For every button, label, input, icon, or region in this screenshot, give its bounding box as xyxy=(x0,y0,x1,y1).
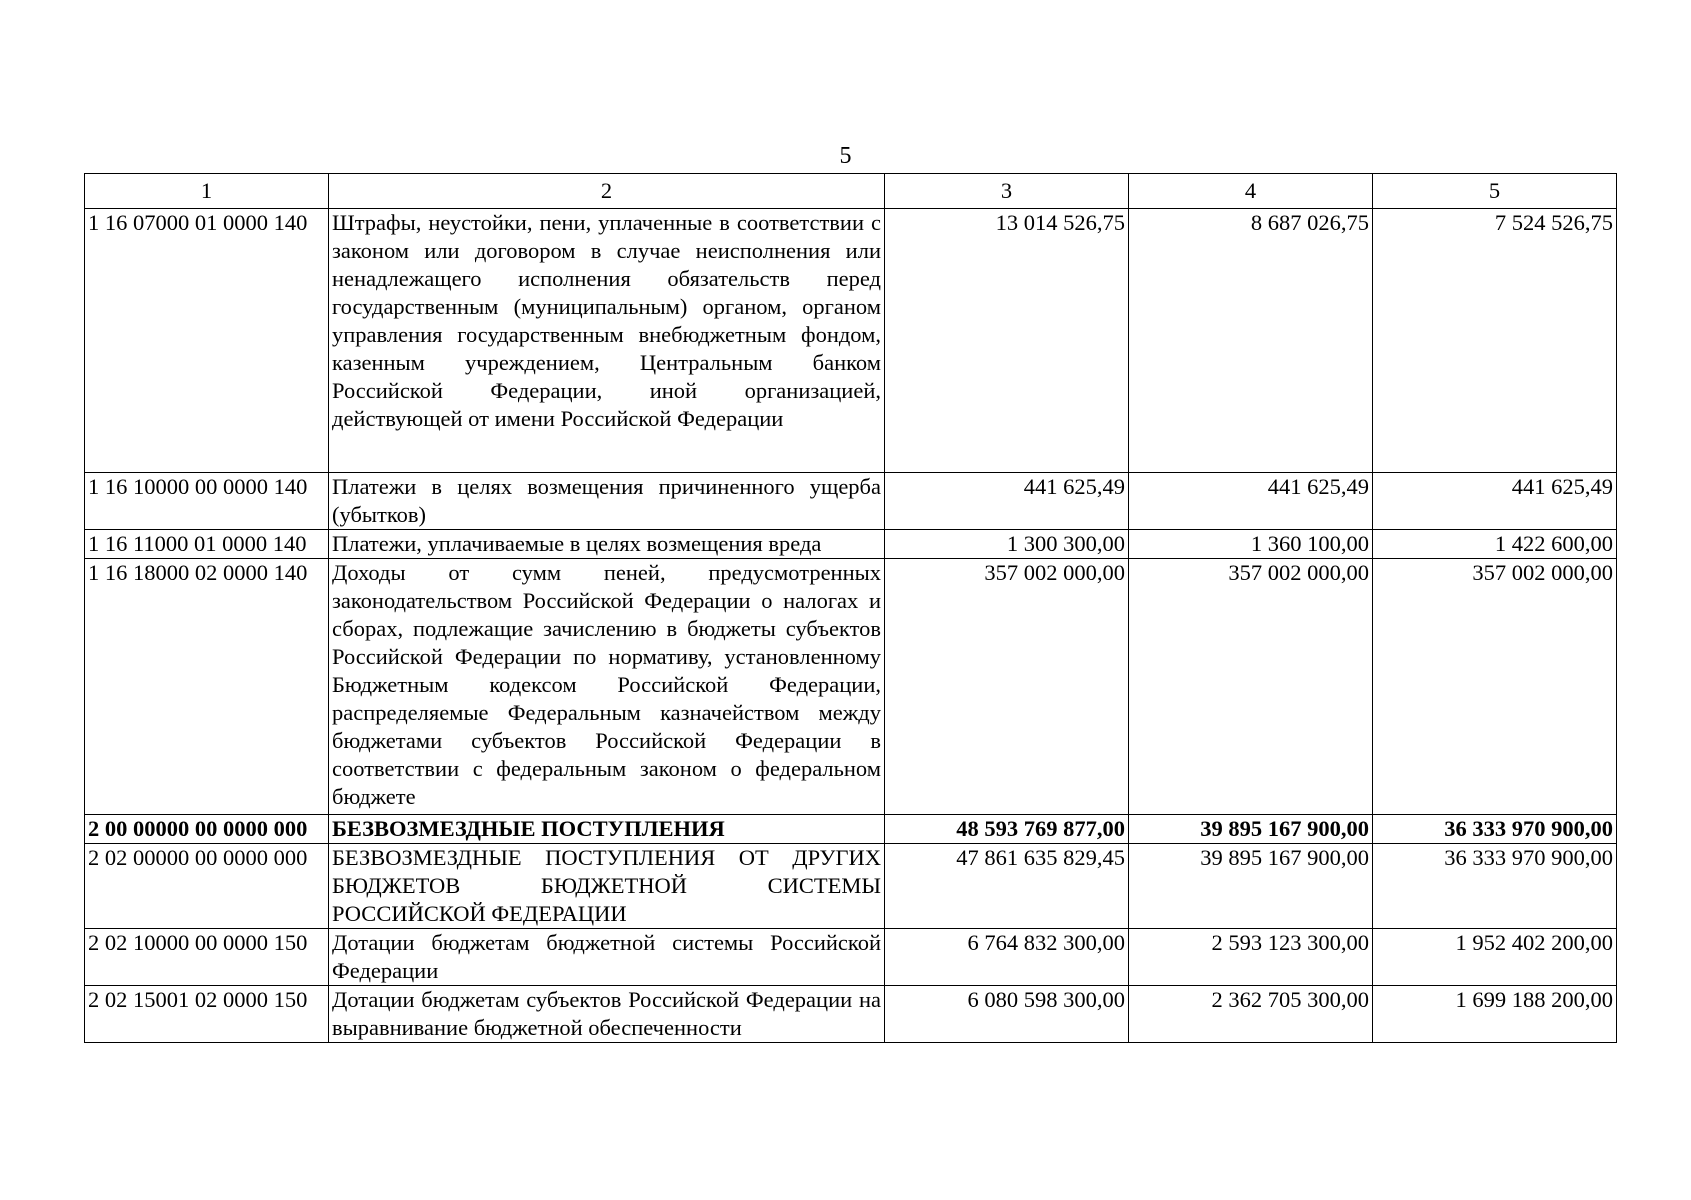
budget-code: 1 16 10000 00 0000 140 xyxy=(85,473,329,530)
amount-col-3: 6 764 832 300,00 xyxy=(885,929,1129,986)
amount-col-4: 2 362 705 300,00 xyxy=(1129,986,1373,1043)
amount-col-3: 441 625,49 xyxy=(885,473,1129,530)
amount-col-3: 1 300 300,00 xyxy=(885,530,1129,559)
amount-col-3: 6 080 598 300,00 xyxy=(885,986,1129,1043)
table-row-total xyxy=(85,815,1617,844)
budget-code: 2 00 00000 00 0000 000 xyxy=(85,815,329,844)
amount-col-4: 357 002 000,00 xyxy=(1129,559,1373,815)
table-row xyxy=(85,929,1617,986)
header-col-2: 2 xyxy=(329,174,885,209)
page-number: 5 xyxy=(839,143,852,169)
amount-col-5: 36 333 970 900,00 xyxy=(1373,844,1617,929)
revenue-name: Штрафы, неустойки, пени, уплаченные в соответствии с законом или договором в случае неисполнения или ненадлежащего исполнения обязательств перед государственным (муниципальным) органом, органом управления государственным внебюджетным фондом, казенным учреждением, Центральным банком Российской Федерации, иной организацией, действующей от имени Российской Федерации xyxy=(329,209,885,473)
budget-code: 2 02 10000 00 0000 150 xyxy=(85,929,329,986)
amount-col-3: 357 002 000,00 xyxy=(885,559,1129,815)
revenue-name: БЕЗВОЗМЕЗДНЫЕ ПОСТУПЛЕНИЯ ОТ ДРУГИХ БЮДЖЕТОВ БЮДЖЕТНОЙ СИСТЕМЫ РОССИЙСКОЙ ФЕДЕРАЦИИ xyxy=(329,844,885,929)
amount-col-4: 2 593 123 300,00 xyxy=(1129,929,1373,986)
amount-col-5: 357 002 000,00 xyxy=(1373,559,1617,815)
budget-code: 2 02 15001 02 0000 150 xyxy=(85,986,329,1043)
amount-col-3: 47 861 635 829,45 xyxy=(885,844,1129,929)
revenue-name: Дотации бюджетам бюджетной системы Российской Федерации xyxy=(329,929,885,986)
table-header-row xyxy=(85,174,1617,209)
table-row xyxy=(85,559,1617,815)
header-col-5: 5 xyxy=(1373,174,1617,209)
amount-col-5: 1 422 600,00 xyxy=(1373,530,1617,559)
header-col-3: 3 xyxy=(885,174,1129,209)
amount-col-4: 1 360 100,00 xyxy=(1129,530,1373,559)
table-row xyxy=(85,844,1617,929)
amount-col-4: 8 687 026,75 xyxy=(1129,209,1373,473)
revenue-name: Дотации бюджетам субъектов Российской Федерации на выравнивание бюджетной обеспеченности xyxy=(329,986,885,1043)
budget-revenue-table xyxy=(84,173,1617,1043)
table-row xyxy=(85,530,1617,559)
table-row xyxy=(85,209,1617,473)
amount-col-4: 39 895 167 900,00 xyxy=(1129,844,1373,929)
amount-col-5: 36 333 970 900,00 xyxy=(1373,815,1617,844)
revenue-name: Платежи, уплачиваемые в целях возмещения вреда xyxy=(329,530,885,559)
budget-code: 1 16 07000 01 0000 140 xyxy=(85,209,329,473)
revenue-name: Платежи в целях возмещения причиненного ущерба (убытков) xyxy=(329,473,885,530)
budget-code: 1 16 18000 02 0000 140 xyxy=(85,559,329,815)
amount-col-5: 441 625,49 xyxy=(1373,473,1617,530)
header-col-4: 4 xyxy=(1129,174,1373,209)
amount-col-3: 13 014 526,75 xyxy=(885,209,1129,473)
amount-col-4: 441 625,49 xyxy=(1129,473,1373,530)
amount-col-3: 48 593 769 877,00 xyxy=(885,815,1129,844)
amount-col-5: 7 524 526,75 xyxy=(1373,209,1617,473)
amount-col-5: 1 699 188 200,00 xyxy=(1373,986,1617,1043)
budget-code: 2 02 00000 00 0000 000 xyxy=(85,844,329,929)
revenue-name: Доходы от сумм пеней, предусмотренных законодательством Российской Федерации о налогах и сборах, подлежащие зачислению в бюджеты субъектов Российской Федерации по нормативу, установленному Бюджетным кодексом Российской Федерации, распределяемые Федеральным казначейством между бюджетами субъектов Российской Федерации в соответствии с федеральным законом о федеральном бюджете xyxy=(329,559,885,815)
amount-col-4: 39 895 167 900,00 xyxy=(1129,815,1373,844)
revenue-name: БЕЗВОЗМЕЗДНЫЕ ПОСТУПЛЕНИЯ xyxy=(329,815,885,844)
amount-col-5: 1 952 402 200,00 xyxy=(1373,929,1617,986)
header-col-1: 1 xyxy=(85,174,329,209)
table-row xyxy=(85,473,1617,530)
budget-code: 1 16 11000 01 0000 140 xyxy=(85,530,329,559)
table-row xyxy=(85,986,1617,1043)
